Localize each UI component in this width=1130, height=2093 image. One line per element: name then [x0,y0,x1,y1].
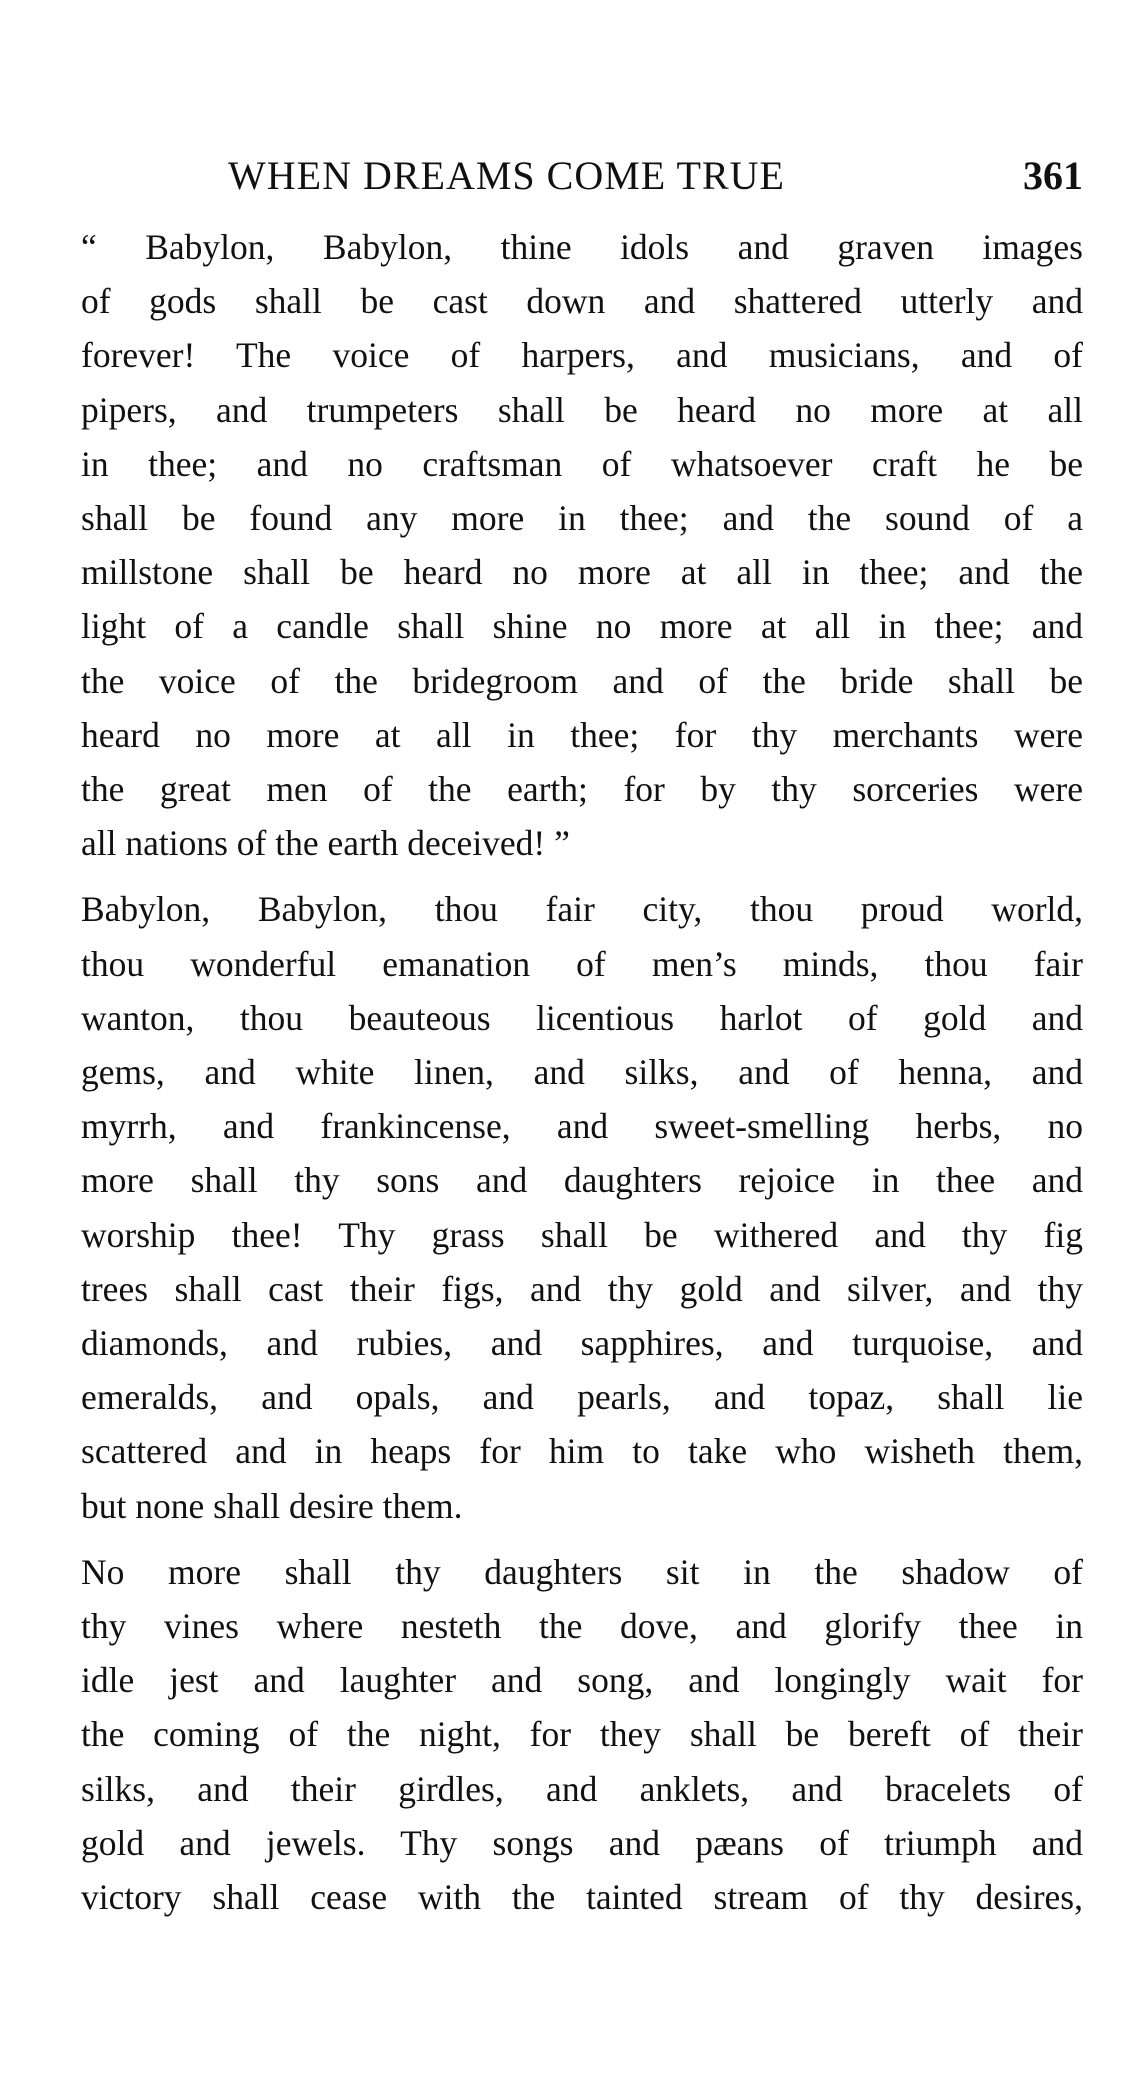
text-line: No more shall thy daughters sit in the shadow of [81,1551,1083,1592]
text-line: wanton, thou beauteous licentious harlot of gold and [81,997,1083,1038]
text-line: the coming of the night, for they shall be bereft of their [81,1714,1083,1755]
running-head: WHEN DREAMS COME TRUE [228,153,785,198]
book-page [43,140,1083,1936]
text-line: more shall thy sons and daughters rejoice in thee and [81,1160,1083,1201]
paragraph-2 [43,882,1083,1532]
text-line: gems, and white linen, and silks, and of henna, and [81,1052,1083,1093]
text-line: worship thee! Thy grass shall be withered and thy fig [81,1214,1083,1255]
text-line: trees shall cast their figs, and thy gold and silver, and thy [81,1268,1083,1309]
text-line: thy vines where nesteth the dove, and glorify thee in [81,1606,1083,1647]
page-number: 361 [1023,153,1083,198]
body-text [43,220,1083,1924]
text-line: in thee; and no craftsman of whatsoever craft he be [81,443,1083,484]
paragraph-3 [43,1545,1083,1924]
text-line: victory shall cease with the tainted stream of thy desires, [81,1877,1083,1918]
text-line: the voice of the bridegroom and of the bride shall be [81,660,1083,701]
text-line: thou wonderful emanation of men’s minds, thou fair [81,943,1083,984]
text-line: the great men of the earth; for by thy sorceries were [81,769,1083,810]
text-line: idle jest and laughter and song, and longingly wait for [81,1660,1083,1701]
text-line: of gods shall be cast down and shattered utterly and [81,281,1083,322]
text-line: gold and jewels. Thy songs and pæans of triumph and [81,1822,1083,1863]
text-line: but none shall desire them. [81,1485,463,1526]
text-line: shall be found any more in thee; and the sound of a [81,498,1083,539]
text-line: heard no more at all in thee; for thy merchants were [81,714,1083,755]
text-line: all nations of the earth deceived! ” [81,823,570,864]
text-line: myrrh, and frankincense, and sweet-smelling herbs, no [81,1106,1083,1147]
paragraph-1 [43,220,1083,870]
text-line: “ Babylon, Babylon, thine idols and graven images [81,227,1083,267]
text-line: forever! The voice of harpers, and musicians, and of [81,335,1083,376]
text-line: Babylon, Babylon, thou fair city, thou proud world, [81,889,1083,930]
text-line: light of a candle shall shine no more at all in thee; and [81,606,1083,647]
text-line: diamonds, and rubies, and sapphires, and turquoise, and [81,1323,1083,1364]
page-header [43,140,1083,220]
text-line: emeralds, and opals, and pearls, and topaz, shall lie [81,1377,1083,1418]
text-line: scattered and in heaps for him to take who wisheth them, [81,1431,1083,1472]
text-line: silks, and their girdles, and anklets, and bracelets of [81,1768,1083,1809]
text-line: pipers, and trumpeters shall be heard no more at all [81,389,1083,430]
text-line: millstone shall be heard no more at all in thee; and the [81,552,1083,593]
